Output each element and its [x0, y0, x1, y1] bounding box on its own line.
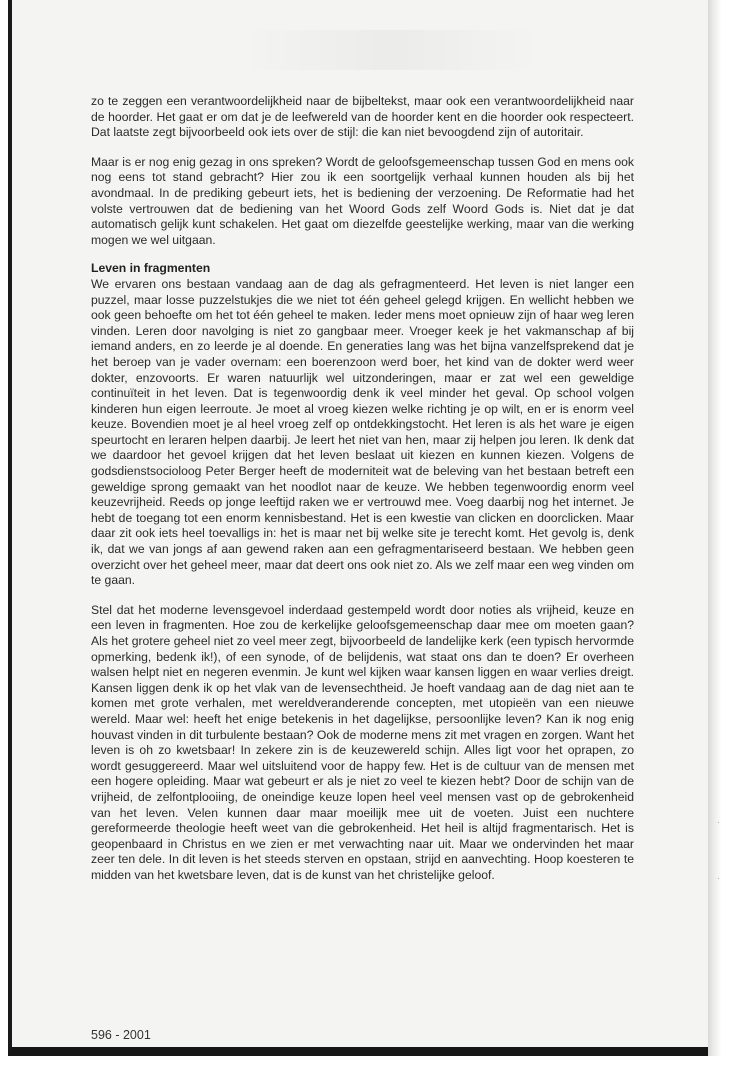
paragraph-4: Stel dat het moderne levensgevoel inderdaad gestempeld wordt door noties als vrijheid, keuze en een leven in fragmenten. Hoe zou de kerkelijke geloofsgemeenschap daar mee om moeten gaan? Als het grotere geheel niet zo veel meer zegt, bijvoorbeeld de landelijke kerk (een typisch hervormde opmerking, bedenk ik!), of een synode, of de belijdenis, wat staat ons dan te doen? Er overheen walsen helpt niet en negeren evenmin. Je kunt wel kijken waar kansen liggen en waar verlies dreigt. Kansen liggen denk ik op het vlak van de levensechtheid. Je hoeft vandaag aan de dag niet aan te komen met grote verhalen, met wereldveranderende concepten, met utopieën van een nieuwe wereld. Maar wel: heeft het enige betekenis in het dagelijkse, persoonlijke leven? Kan ik nog enig houvast vinden in dit turbulente bestaan? Ook de moderne mens zit met vragen en zorgen. Want het leven is oh zo kwetsbaar! In zekere zin is de keuzewereld schijn. Alles ligt voor het oprapen, zo wordt gesuggereerd. Maar wel uitsluitend voor de happy few. Het is de cultuur van de mensen met een hogere opleiding. Maar wat gebeurt er als je niet zo veel te kiezen hebt? Door de schijn van de vrijheid, de zelfontplooiing, de oneindige keuze lopen heel veel mensen vast op de gebrokenheid van het leven. Velen kunnen daar maar moeilijk mee uit de voeten. Juist een nuchtere gereformeerde theologie heeft weet van die gebrokenheid. Het heil is altijd fragmentarisch. Het is geopenbaard in Christus en we zien er met verwachting naar uit. Maar we ondervinden het maar zeer ten dele. In dit leven is het steeds sterven en opstaan, strijd en aanvechting. Hoop koesteren te midden van het kwetsbare leven, dat is de kunst van het christelijke geloof.: [91, 602, 634, 882]
page-footer: 596 - 2001: [91, 1028, 151, 1042]
paragraph-1: zo te zeggen een verantwoordelijkheid naar de bijbeltekst, maar ook een verantwoordelijkheid naar de hoorder. Het gaat er om dat je de leefwereld van de hoorder kent en die hoorder ook respecteert. Dat laatste zegt bijvoorbeeld ook iets over de stijl: die kan niet bevoogdend zijn of autoritair.: [91, 94, 634, 140]
article-body: [91, 94, 634, 898]
section-heading: Leven in fragmenten: [91, 261, 211, 276]
paragraph-3: We ervaren ons bestaan vandaag aan de dag als gefragmenteerd. Het leven is niet langer een puzzel, maar losse puzzelstukjes die we niet tot één geheel gelegd krijgen. En wellicht hebben we ook geen behoefte om het tot één geheel te maken. Ieder mens moet opnieuw zijn of haar weg leren vinden. Leren door navolging is niet zo gangbaar meer. Vroeger keek je het vakmanschap af bij iemand anders, en zo leerde je al doende. En generaties lang was het bijna vanzelfsprekend dat je het beroep van je vader overnam: een boerenzoon werd boer, het kind van de dokter werd weer dokter, enzovoorts. Er waren natuurlijk wel uitzonderingen, maar er zat wel een geweldige continuïteit in het leven. Dat is tegenwoordig denk ik veel minder het geval. Op school volgen kinderen hun eigen leerroute. Je moet al vroeg kiezen welke richting je op wilt, en er is enorm veel keuze. Bovendien moet je al heel vroeg zelf op ontdekkingstocht. Het leren is als het ware je eigen speurtocht en leraren helpen daarbij. Je leert het niet van hen, maar zij helpen jou leren. Ik denk dat we daardoor het gevoel krijgen dat het leven beslaat uit kiezen en kunnen kiezen. Volgens de godsdienstsocioloog Peter Berger heeft de moderniteit wat de beleving van het bestaan betreft een geweldige sprong gemaakt van het noodlot naar de keuze. We hebben tegenwoordig enorm veel keuzevrijheid. Reeds op jonge leeftijd raken we er vertrouwd mee. Voeg daarbij nog het internet. Je hebt de toegang tot een enorm kennisbestand. Het is een kwestie van clicken en doorclicken. Maar daar zit ook iets heel toevalligs in: het is maar net bij welke site je terecht komt. Het gevolg is, denk ik, dat we van jongs af aan gewend raken aan een gefragmentariseerd bestaan. We hebben geen overzicht over het geheel meer, maar dat deert ons ook niet zo. Als we zelf maar een weg vinden om te gaan.: [91, 276, 634, 588]
bleed-through-shadow: [240, 30, 540, 70]
margin-mark: ·: [717, 818, 720, 827]
paragraph-2: Maar is er nog enig gezag in ons spreken? Wordt de geloofsgemeenschap tussen God en mens ook nog eens tot stand gebracht? Hier zou ik een soortgelijk verhaal kunnen houden als bij het avondmaal. In de prediking gebeurt iets, het is bediening der verzoening. De Reformatie had het volste vertrouwen dat de bediening van het Woord Gods zelf Woord Gods is. Niet dat je dat automatisch gelijk kunt schakelen. Het gaat om diezelfde geestelijke werking, maar van die werking mogen we wel uitgaan.: [91, 154, 634, 247]
page-edge-shadow: [708, 0, 722, 1056]
margin-mark: ·: [717, 874, 720, 883]
